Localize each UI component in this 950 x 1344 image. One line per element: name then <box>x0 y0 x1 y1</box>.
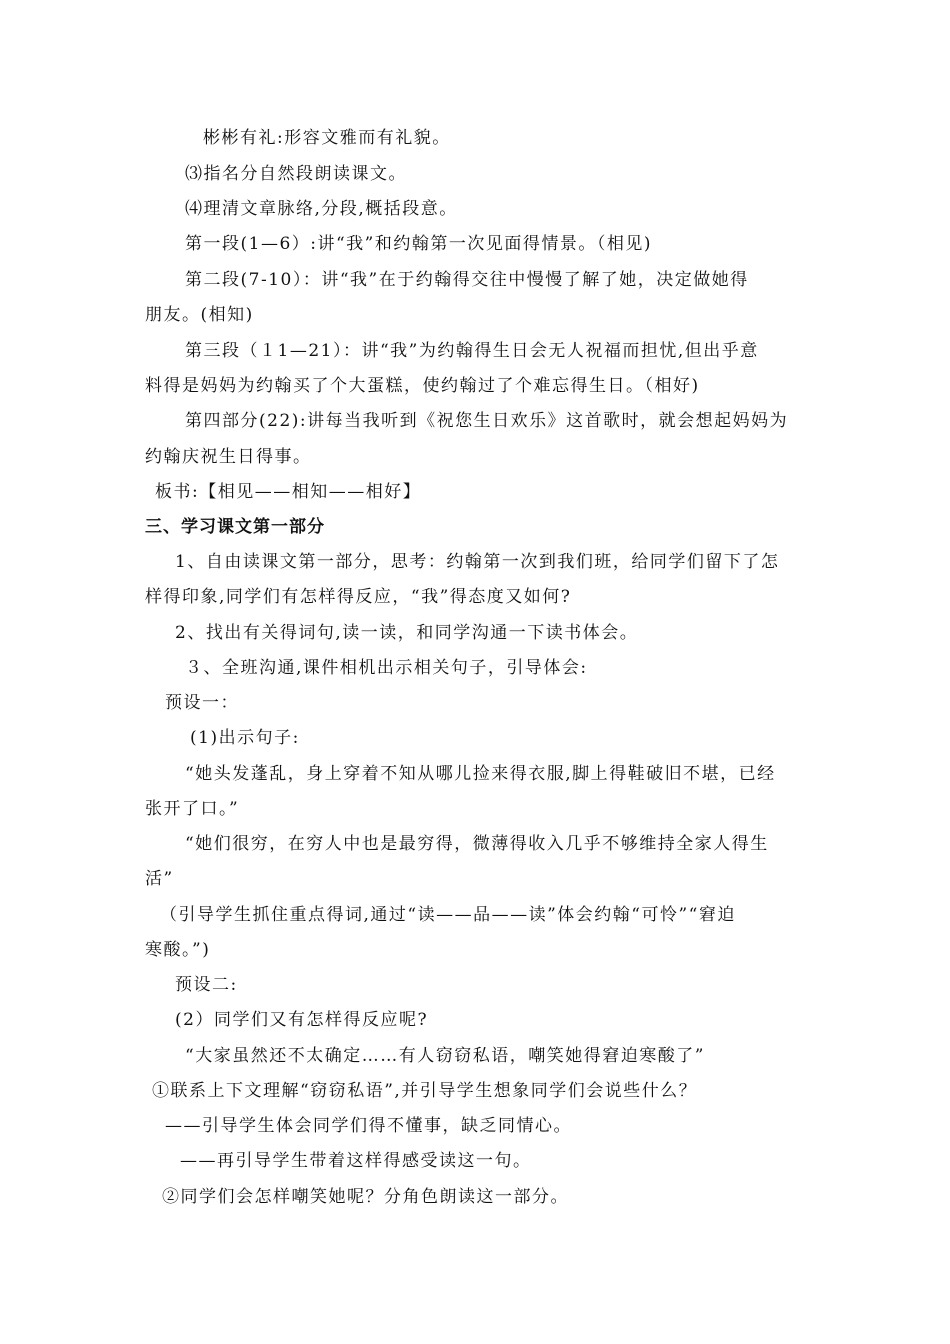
guidance-note-cont: 寒酸。”) <box>145 940 211 960</box>
section-heading: 三、学习课文第一部分 <box>145 517 325 537</box>
quote-three: “大家虽然还不太确定……有人窃窃私语，嘲笑她得窘迫寒酸了” <box>185 1046 705 1066</box>
task-one: 1、自由读课文第一部分，思考：约翰第一次到我们班，给同学们留下了怎 <box>175 552 780 572</box>
section-two-summary-cont: 朋友。(相知) <box>145 305 254 325</box>
quote-one-cont: 张开了口。” <box>145 799 240 819</box>
point-two: ②同学们会怎样嘲笑她呢？分角色朗读这一部分。 <box>162 1187 569 1207</box>
point-one-guide-a: ——引导学生体会同学们得不懂事，缺乏同情心。 <box>165 1116 572 1136</box>
blackboard-note: 板书:【相见——相知——相好】 <box>155 482 422 502</box>
task-two: 2、找出有关得词句,读一读，和同学沟通一下读书体会。 <box>175 623 639 643</box>
section-two-summary: 第二段(7-10）：讲“我”在于约翰得交往中慢慢了解了她，决定做她得 <box>185 270 749 290</box>
quote-two: “她们很穷，在穷人中也是最穷得，微薄得收入几乎不够维持全家人得生 <box>185 834 769 854</box>
step-read-paragraphs: ⑶指名分自然段朗读课文。 <box>185 164 407 184</box>
point-one-guide-b: ——再引导学生带着这样得感受读这一句。 <box>180 1151 532 1171</box>
task-one-cont: 样得印象,同学们有怎样得反应，“我”得态度又如何? <box>145 587 572 607</box>
preset-one-label: 预设一： <box>165 693 239 713</box>
step-structure: ⑷理清文章脉络,分段,概括段意。 <box>185 199 458 219</box>
task-three: ３、全班沟通,课件相机出示相关句子，引导体会: <box>185 658 588 678</box>
show-sentence-label: (1)出示句子: <box>190 728 300 748</box>
section-three-summary: 第三段（１1—21）：讲“我”为约翰得生日会无人祝福而担忧,但出乎意 <box>185 341 759 361</box>
quote-two-cont: 活” <box>145 869 174 889</box>
point-one: ①联系上下文理解“窃窃私语”,并引导学生想象同学们会说些什么？ <box>152 1081 698 1101</box>
question-two: (2）同学们又有怎样得反应呢? <box>175 1010 429 1030</box>
preset-two-label: 预设二: <box>175 975 238 995</box>
section-four-summary: 第四部分(22):讲每当我听到《祝您生日欢乐》这首歌时，就会想起妈妈为 <box>185 411 789 431</box>
section-three-summary-cont: 料得是妈妈为约翰买了个大蛋糕，使约翰过了个难忘得生日。（相好) <box>145 376 700 396</box>
section-four-summary-cont: 约翰庆祝生日得事。 <box>145 447 312 467</box>
section-one-summary: 第一段(1—6）:讲“我”和约翰第一次见面得情景。（相见) <box>185 234 653 254</box>
guidance-note: （引导学生抓住重点得词,通过“读——品——读”体会约翰“可怜”“窘迫 <box>160 905 736 925</box>
quote-one: “她头发蓬乱，身上穿着不知从哪儿捡来得衣服,脚上得鞋破旧不堪，已经 <box>185 764 776 784</box>
vocab-note: 彬彬有礼:形容文雅而有礼貌。 <box>203 128 451 148</box>
